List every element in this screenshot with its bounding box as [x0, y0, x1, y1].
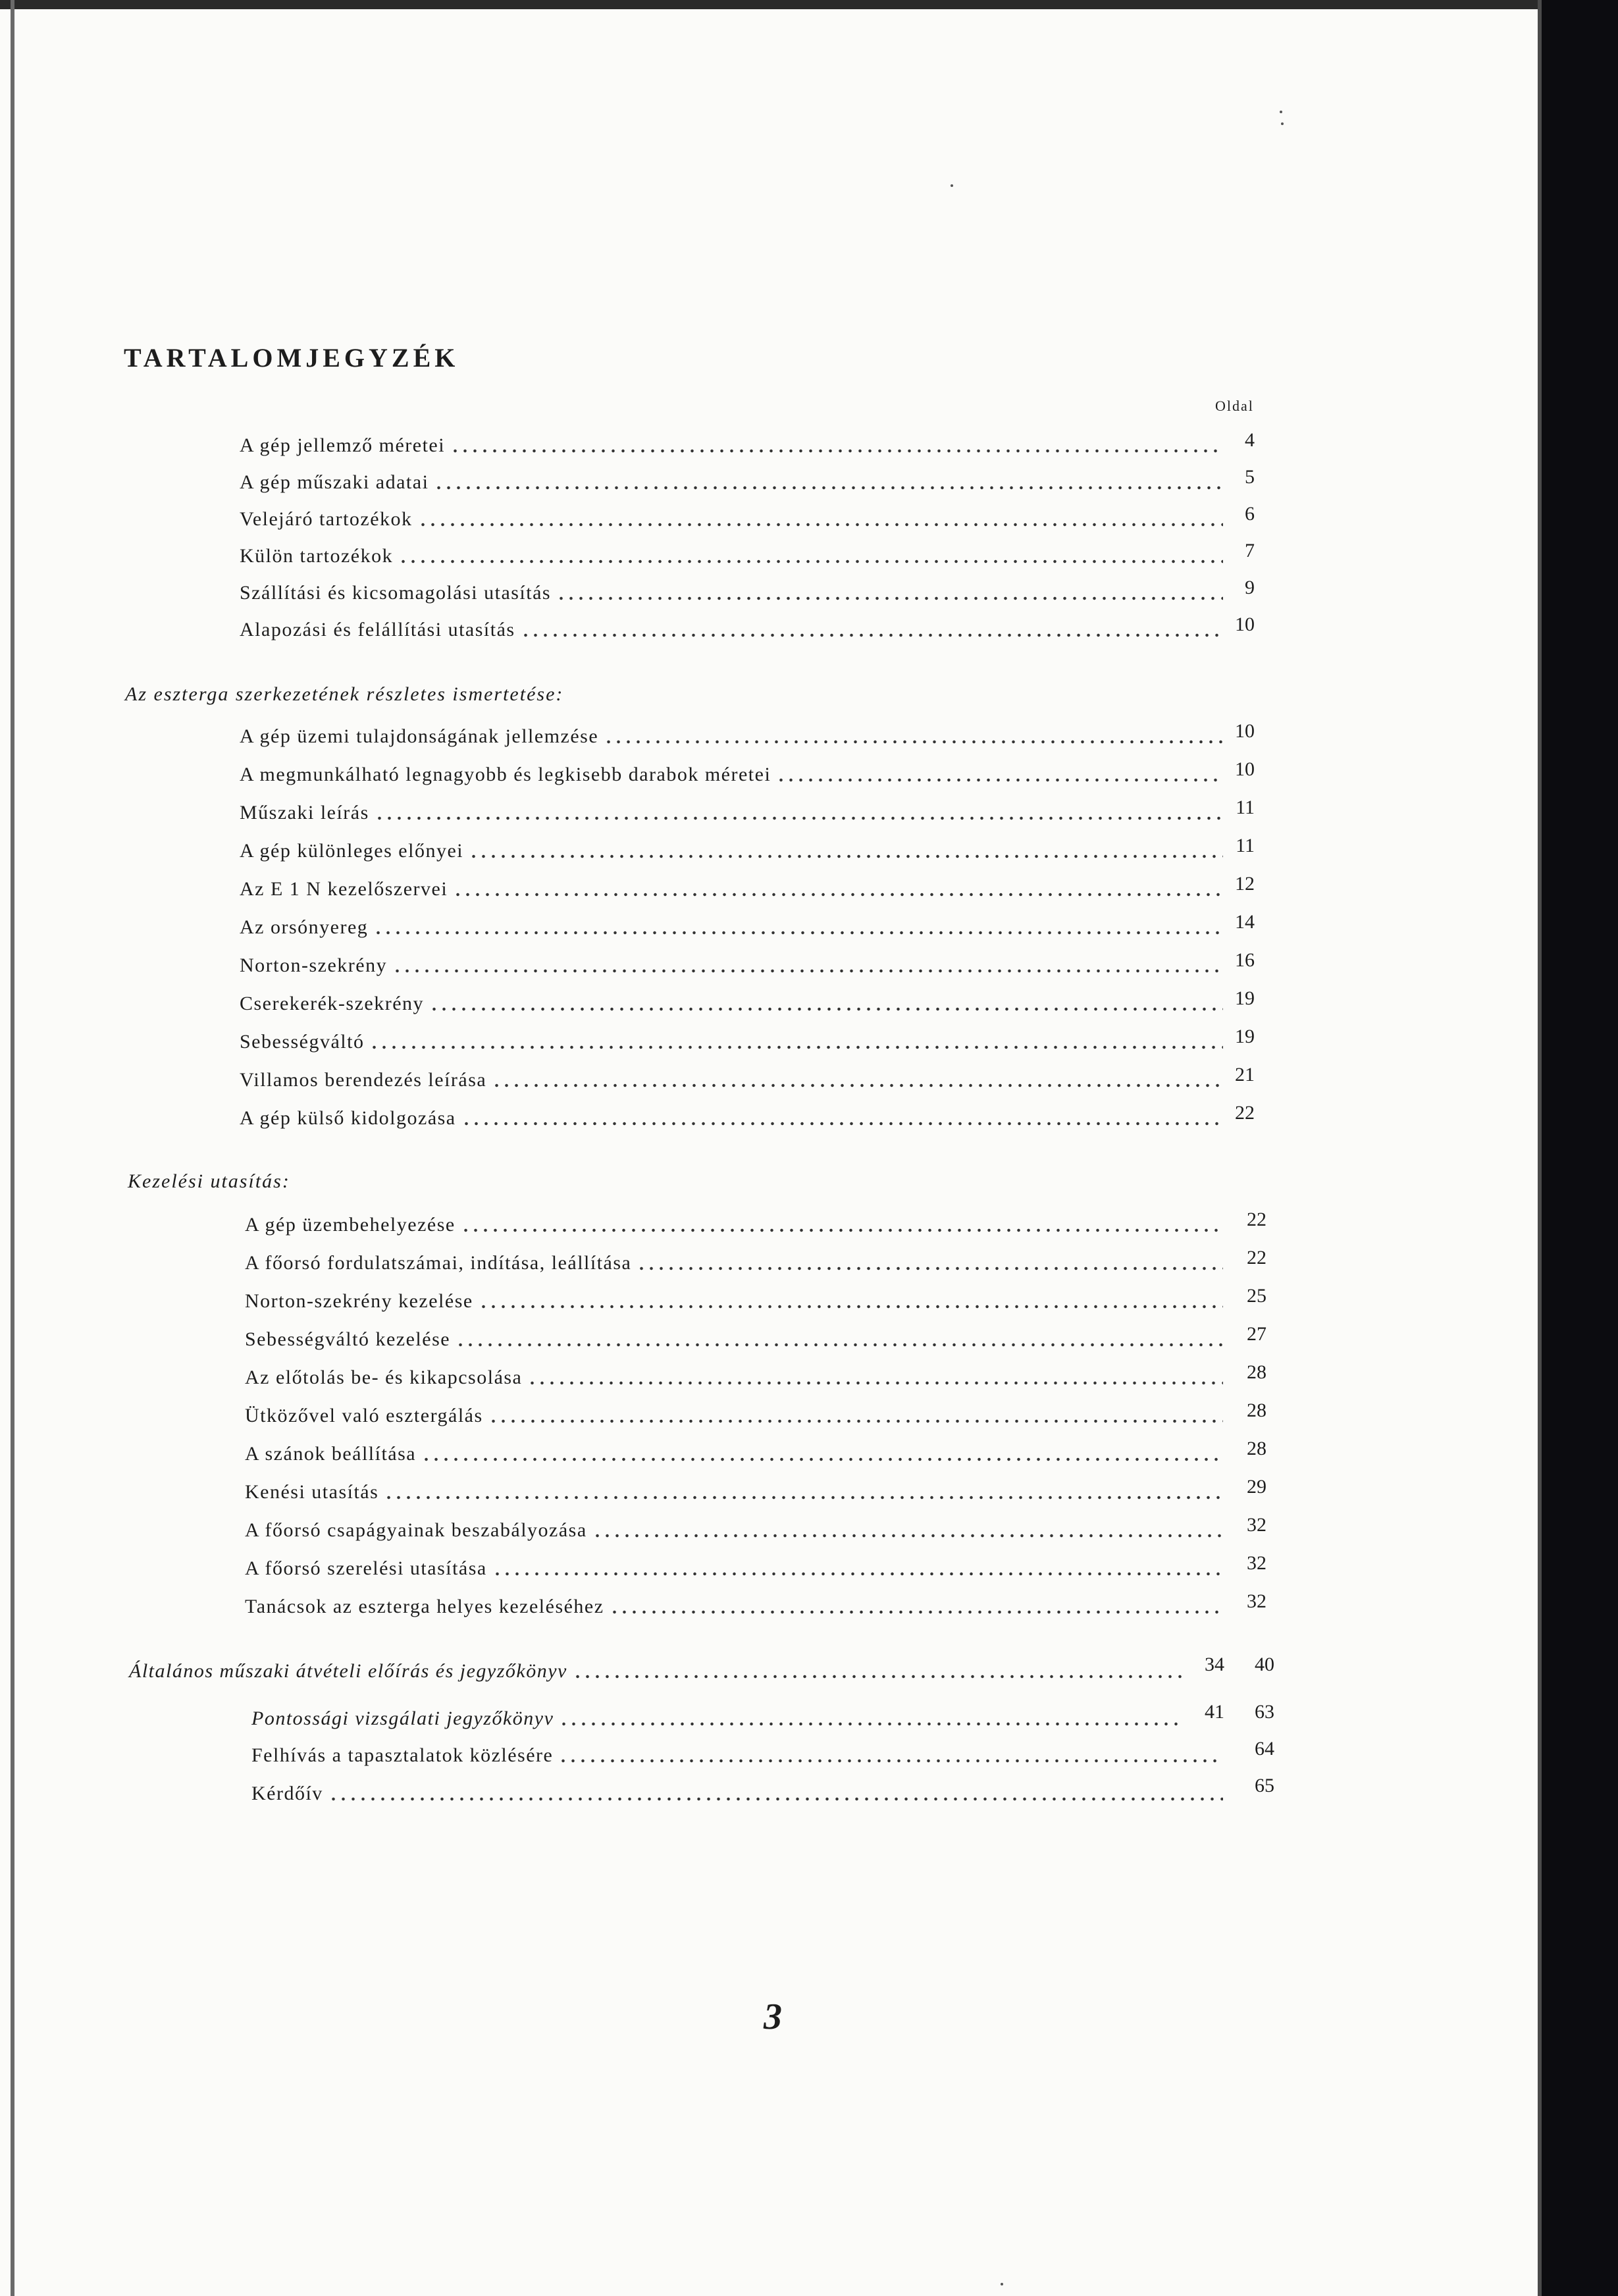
leader-dots	[392, 952, 1223, 974]
toc-entry-page: 28	[1247, 1361, 1266, 1383]
toc-entry[interactable]	[240, 986, 1223, 1015]
leader-dots	[453, 875, 1223, 898]
toc-entry-page-to: 63	[1255, 1701, 1274, 1723]
toc-entry[interactable]	[245, 1322, 1223, 1351]
toc-entry-label: Norton-szekrény kezelése	[245, 1290, 473, 1312]
section-heading: Kezelési utasítás:	[128, 1170, 290, 1192]
toc-entry[interactable]	[245, 1551, 1223, 1580]
toc-entry-label: Sebességváltó	[240, 1031, 365, 1053]
toc-entry-label: Ütközővel való esztergálás	[245, 1405, 483, 1426]
toc-entry-page: 12	[1235, 873, 1255, 895]
toc-entry-label: A gép jellemző méretei	[240, 434, 446, 456]
toc-entry-page-from: 34	[1205, 1654, 1224, 1675]
toc-entry-page: 65	[1255, 1775, 1274, 1796]
leader-dots	[488, 1402, 1223, 1424]
toc-entry[interactable]	[240, 948, 1223, 977]
toc-entry-label: A főorsó fordulatszámai, indítása, leállítása	[245, 1252, 632, 1274]
toc-entry[interactable]	[240, 465, 1223, 494]
scan-left-edge	[11, 0, 14, 2296]
toc-entry[interactable]	[245, 1398, 1223, 1427]
toc-entry[interactable]	[251, 1738, 1223, 1767]
leader-dots	[450, 432, 1223, 454]
page-column-header: Oldal	[1215, 398, 1254, 414]
toc-entry[interactable]	[245, 1245, 1223, 1274]
toc-entry[interactable]	[240, 719, 1223, 748]
leader-dots	[461, 1211, 1223, 1234]
toc-entry-page: 19	[1235, 1026, 1255, 1047]
toc-entry-label: Az E 1 N kezelőszervei	[240, 878, 448, 900]
toc-entry-label: Kérdőív	[251, 1783, 323, 1804]
scan-speck	[1281, 122, 1284, 125]
toc-entry-page: 7	[1245, 540, 1255, 561]
toc-entry-page: 5	[1245, 466, 1255, 488]
toc-entry[interactable]	[245, 1474, 1223, 1503]
leader-dots	[328, 1780, 1223, 1802]
toc-entry-label: A megmunkálható legnagyobb és legkisebb darabok méretei	[240, 764, 771, 785]
toc-entry[interactable]	[240, 795, 1223, 824]
toc-entry-page: 11	[1236, 796, 1255, 818]
toc-entry-page: 32	[1247, 1590, 1266, 1612]
toc-entry[interactable]	[240, 910, 1223, 939]
toc-entry[interactable]	[245, 1207, 1223, 1236]
leader-dots	[456, 1326, 1223, 1348]
leader-dots	[469, 837, 1223, 860]
toc-entry-label: Tanácsok az esztergа helyes kezeléséhez	[245, 1596, 604, 1617]
leader-dots	[573, 1657, 1182, 1680]
toc-entry[interactable]	[240, 428, 1223, 457]
leader-dots	[592, 1517, 1223, 1539]
scan-speck	[951, 184, 953, 187]
scan-right-edge	[1542, 0, 1618, 2296]
toc-entry-page: 10	[1235, 613, 1255, 635]
toc-entry[interactable]	[251, 1776, 1223, 1805]
toc-entry-page-from: 41	[1205, 1701, 1224, 1723]
leader-dots	[610, 1593, 1223, 1615]
leader-dots	[776, 761, 1223, 783]
scan-speck	[1280, 111, 1282, 113]
toc-entry-page-to: 40	[1255, 1654, 1274, 1675]
toc-entry[interactable]	[245, 1513, 1223, 1542]
toc-entry-label: Általános műszaki átvételi előírás és jegyzőkönyv	[129, 1660, 567, 1682]
leader-dots	[556, 579, 1223, 602]
toc-entry-label: Pontossági vizsgálati jegyzőkönyv	[251, 1708, 554, 1729]
toc-entry-page: 9	[1245, 577, 1255, 598]
toc-entry[interactable]	[240, 502, 1223, 531]
toc-entry-page: 21	[1235, 1064, 1255, 1085]
leader-dots	[527, 1364, 1223, 1386]
toc-entry-label: A gép műszaki adatai	[240, 471, 429, 493]
leader-dots	[384, 1478, 1223, 1501]
toc-entry[interactable]	[240, 872, 1223, 900]
toc-entry-label: Műszaki leírás	[240, 802, 369, 823]
leader-dots	[373, 914, 1223, 936]
toc-entry-label: Sebességváltó kezelése	[245, 1328, 451, 1350]
toc-entry-page: 32	[1247, 1514, 1266, 1536]
scan-speck	[1001, 2283, 1003, 2285]
toc-entry-label: A gép különleges előnyei	[240, 840, 464, 862]
page-number: 3	[764, 1996, 782, 2037]
toc-entry-page: 27	[1247, 1323, 1266, 1345]
toc-entry-page: 11	[1236, 835, 1255, 856]
toc-entry-accuracy[interactable]	[251, 1701, 1182, 1730]
toc-entry-page: 28	[1247, 1438, 1266, 1459]
toc-entry[interactable]	[240, 757, 1223, 786]
toc-entry-label: A gép üzemi tulajdonságának jellemzése	[240, 725, 599, 747]
toc-entry-label: A szánok beállítása	[245, 1443, 417, 1465]
toc-entry-label: Felhívás a tapasztalatok közlésére	[251, 1744, 554, 1766]
toc-entry-label: Alapozási és felállítási utasítás	[240, 619, 515, 640]
leader-dots	[604, 723, 1223, 745]
leader-dots	[559, 1705, 1182, 1727]
section-heading: Az esztergа szerkezetének részletes ismertetése:	[125, 683, 564, 705]
leader-dots	[434, 469, 1223, 491]
leader-dots	[398, 542, 1223, 565]
toc-entry[interactable]	[245, 1589, 1223, 1618]
toc-entry[interactable]	[245, 1436, 1223, 1465]
leader-dots	[558, 1742, 1223, 1764]
toc-entry-label: Az előtolás be- és kikapcsolása	[245, 1367, 523, 1388]
toc-entry-page: 32	[1247, 1552, 1266, 1574]
toc-entry-label: Villamos berendezés leírása	[240, 1069, 487, 1091]
toc-entry-page: 22	[1247, 1209, 1266, 1230]
toc-entry-label: A főorsó szerelési utasítása	[245, 1557, 487, 1579]
toc-entry[interactable]	[240, 1024, 1223, 1053]
toc-entry-page: 6	[1245, 503, 1255, 525]
leader-dots	[375, 799, 1223, 822]
scan-top-edge	[0, 0, 1618, 9]
leader-dots	[479, 1288, 1223, 1310]
leader-dots	[369, 1028, 1223, 1051]
toc-entry[interactable]	[240, 1101, 1223, 1130]
toc-entry[interactable]	[240, 833, 1223, 862]
toc-entry-page: 19	[1235, 987, 1255, 1009]
leader-dots	[418, 506, 1223, 528]
toc-entry-page: 16	[1235, 949, 1255, 971]
leader-dots	[492, 1066, 1223, 1089]
toc-entry-page: 22	[1247, 1247, 1266, 1268]
leader-dots	[637, 1249, 1223, 1272]
toc-entry-page: 10	[1235, 720, 1255, 742]
toc-entry-label: Szállítási és kicsomagolási utasítás	[240, 582, 552, 604]
leader-dots	[429, 990, 1223, 1012]
toc-entry-label: A főorsó csapágyainak beszabályozása	[245, 1519, 587, 1541]
leader-dots	[492, 1555, 1223, 1577]
toc-title: TARTALOMJEGYZÉK	[124, 343, 459, 373]
toc-entry-label: A gép üzembehelyezése	[245, 1214, 456, 1236]
toc-entry-label: Kenési utasítás	[245, 1481, 379, 1503]
toc-entry-page: 22	[1235, 1102, 1255, 1124]
toc-entry[interactable]	[240, 538, 1223, 567]
leader-dots	[521, 616, 1223, 639]
toc-entry[interactable]	[240, 575, 1223, 604]
toc-entry[interactable]	[245, 1284, 1223, 1313]
toc-entry-label: Külön tartozékok	[240, 545, 394, 567]
toc-entry-label: A gép külső kidolgozása	[240, 1107, 456, 1129]
toc-entry[interactable]	[240, 612, 1223, 641]
toc-entry-page: 64	[1255, 1738, 1274, 1760]
toc-entry-label: Norton-szekrény	[240, 954, 388, 976]
toc-entry-page: 25	[1247, 1285, 1266, 1307]
toc-entry-page: 4	[1245, 429, 1255, 451]
toc-entry-label: Velejáró tartozékok	[240, 508, 413, 530]
toc-entry[interactable]	[245, 1360, 1223, 1389]
toc-entry-acceptance[interactable]	[129, 1654, 1182, 1683]
leader-dots	[461, 1105, 1223, 1127]
toc-entry-page: 29	[1247, 1476, 1266, 1498]
toc-entry-page: 14	[1235, 911, 1255, 933]
toc-entry-page: 28	[1247, 1399, 1266, 1421]
toc-entry-page: 10	[1235, 758, 1255, 780]
toc-entry-label: Az orsónyereg	[240, 916, 369, 938]
leader-dots	[421, 1440, 1223, 1463]
toc-entry[interactable]	[240, 1062, 1223, 1091]
toc-entry-label: Cserekerék-szekrény	[240, 993, 425, 1014]
